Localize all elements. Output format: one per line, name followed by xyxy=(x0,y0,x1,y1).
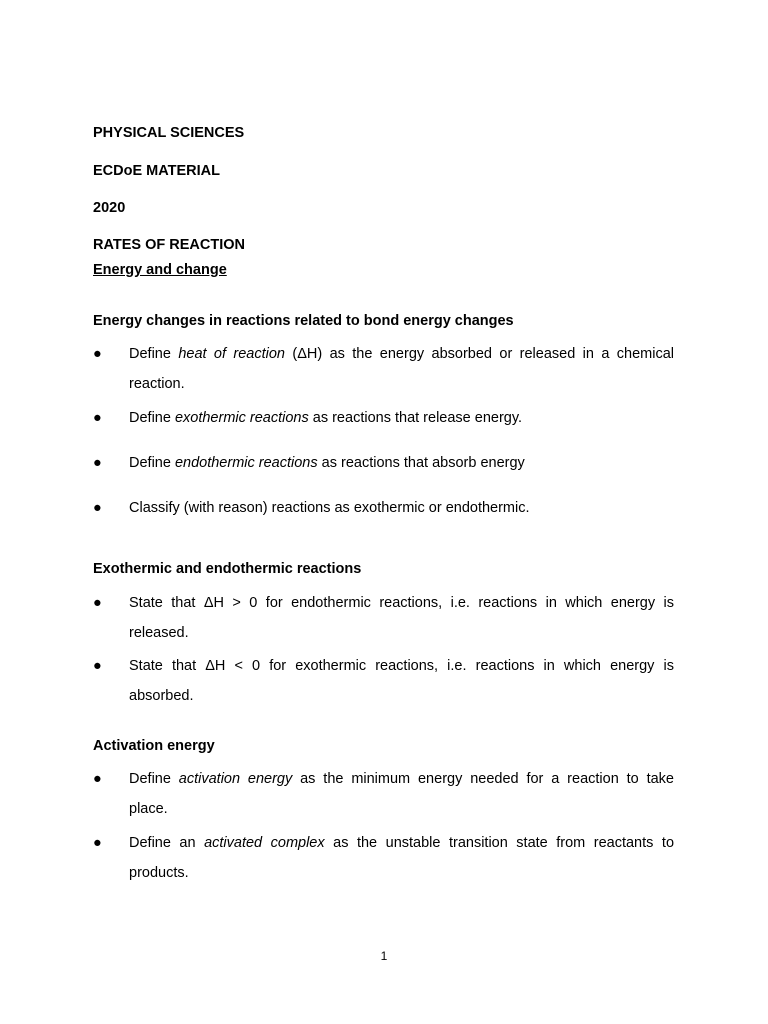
section-heading-bond-energy: Energy changes in reactions related to bond energy changes xyxy=(93,313,514,329)
bullet-marker: ● xyxy=(93,346,102,362)
list-item: Define an activated complex as the unstable transition state from reactants to products. xyxy=(129,835,675,881)
list-item: Define exothermic reactions as reactions that release energy. xyxy=(129,410,523,426)
section-heading-activation-energy: Activation energy xyxy=(93,738,215,754)
bullet-marker: ● xyxy=(93,771,102,787)
bullet-marker: ● xyxy=(93,658,102,674)
list-item: Define activation energy as the minimum energy needed for a reaction to take place. xyxy=(129,771,674,817)
list-item: Define endothermic reactions as reactions that absorb energy xyxy=(129,455,525,471)
subject-title: PHYSICAL SCIENCES xyxy=(93,125,245,141)
page-number: 1 xyxy=(380,949,388,963)
list-item: State that ΔH > 0 for endothermic reactions, i.e. reactions in which energy is released. xyxy=(129,595,674,641)
list-item: Define heat of reaction (ΔH) as the energy absorbed or released in a chemical reaction. xyxy=(129,346,674,392)
list-item: Classify (with reason) reactions as exothermic or endothermic. xyxy=(129,500,530,516)
bullet-marker: ● xyxy=(93,595,102,611)
material-title: ECDoE MATERIAL xyxy=(93,163,221,179)
year-title: 2020 xyxy=(93,200,126,216)
bullet-marker: ● xyxy=(93,500,102,516)
bullet-marker: ● xyxy=(93,410,102,426)
section-heading-exo-endo: Exothermic and endothermic reactions xyxy=(93,561,362,577)
bullet-marker: ● xyxy=(93,455,102,471)
bullet-marker: ● xyxy=(93,835,102,851)
topic-title: RATES OF REACTION xyxy=(93,237,245,253)
list-item: State that ΔH < 0 for exothermic reactions, i.e. reactions in which energy is absorbed. xyxy=(129,658,674,704)
subtopic-title: Energy and change xyxy=(93,262,227,278)
